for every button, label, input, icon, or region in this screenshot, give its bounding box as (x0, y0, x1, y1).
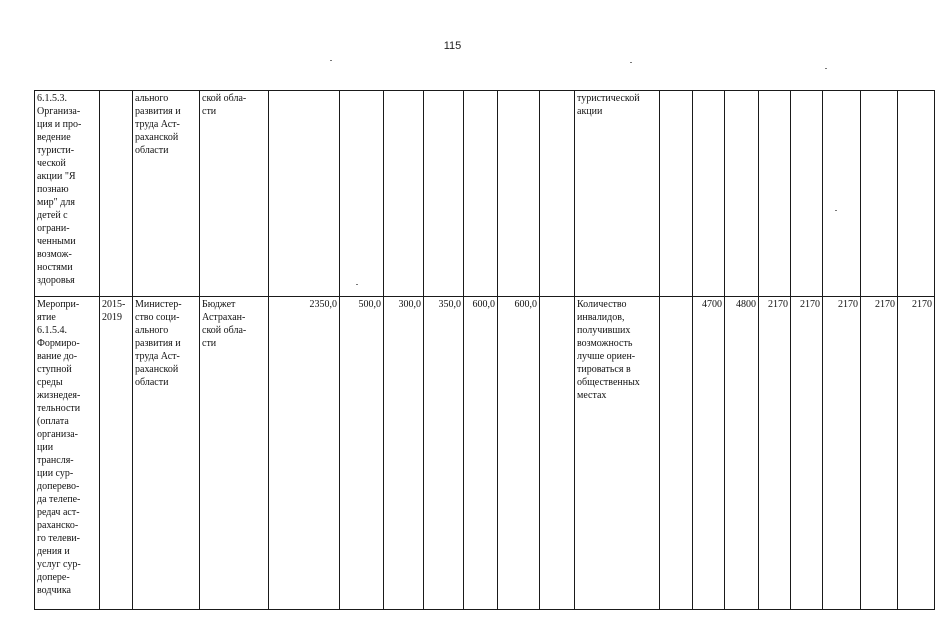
unit-cell (660, 297, 693, 610)
funding-source-cell: Бюджет Астрахан- ской обла- сти (200, 297, 269, 610)
scan-speck (825, 68, 827, 69)
activity-name-cell: Меропри- ятие 6.1.5.4. Формиро- вание до- ступной среды жизнедея- тельности (оплата организа- ции трансля- ции сур- доперево- да телепе- редач аст- раханско- го телеви- дения и услуг сур- допере- водчика (35, 297, 100, 610)
table-row (35, 91, 935, 297)
year-2015-cell: 500,0 (340, 297, 384, 610)
indicator-value-cell (693, 91, 725, 297)
year-2017-cell: 350,0 (424, 297, 464, 610)
funding-source-cell: ской обла- сти (200, 91, 269, 297)
executor-cell: Министер- ство соци- ального развития и труда Аст- раханской области (133, 297, 200, 610)
indicator-value-cell: 2170 (898, 297, 935, 610)
page-number: 115 (443, 40, 462, 52)
year-2018-cell (464, 91, 498, 297)
indicator-cell: Количество инвалидов, получивших возможность лучше ориен- тироваться в общественных местах (575, 297, 660, 610)
total-cell (269, 91, 340, 297)
indicator-value-cell: 4700 (693, 297, 725, 610)
period-cell: 2015- 2019 (100, 297, 133, 610)
year-2016-cell (384, 91, 424, 297)
scan-speck (356, 284, 358, 285)
scan-speck (630, 62, 632, 63)
scan-speck (330, 60, 332, 61)
indicator-value-cell: 2170 (861, 297, 898, 610)
indicator-value-cell (725, 91, 759, 297)
empty-cell (540, 297, 575, 610)
empty-cell (540, 91, 575, 297)
year-2015-cell (340, 91, 384, 297)
scan-speck (835, 210, 837, 211)
executor-cell: ального развития и труда Аст- раханской области (133, 91, 200, 297)
indicator-value-cell (823, 91, 861, 297)
unit-cell (660, 91, 693, 297)
indicator-value-cell (759, 91, 791, 297)
year-2017-cell (424, 91, 464, 297)
year-2018-cell: 600,0 (464, 297, 498, 610)
year-2019-cell (498, 91, 540, 297)
program-table (34, 90, 935, 610)
indicator-value-cell: 2170 (759, 297, 791, 610)
table-row (35, 297, 935, 610)
indicator-value-cell: 2170 (823, 297, 861, 610)
year-2016-cell: 300,0 (384, 297, 424, 610)
indicator-value-cell (791, 91, 823, 297)
period-cell (100, 91, 133, 297)
indicator-cell: туристической акции (575, 91, 660, 297)
indicator-value-cell (898, 91, 935, 297)
year-2019-cell: 600,0 (498, 297, 540, 610)
activity-name-cell: 6.1.5.3. Организа- ция и про- ведение туристи- ческой акции "Я познаю мир" для детей с ограни- ченными возмож- ностями здоровья (35, 91, 100, 297)
total-cell: 2350,0 (269, 297, 340, 610)
indicator-value-cell (861, 91, 898, 297)
indicator-value-cell: 2170 (791, 297, 823, 610)
indicator-value-cell: 4800 (725, 297, 759, 610)
